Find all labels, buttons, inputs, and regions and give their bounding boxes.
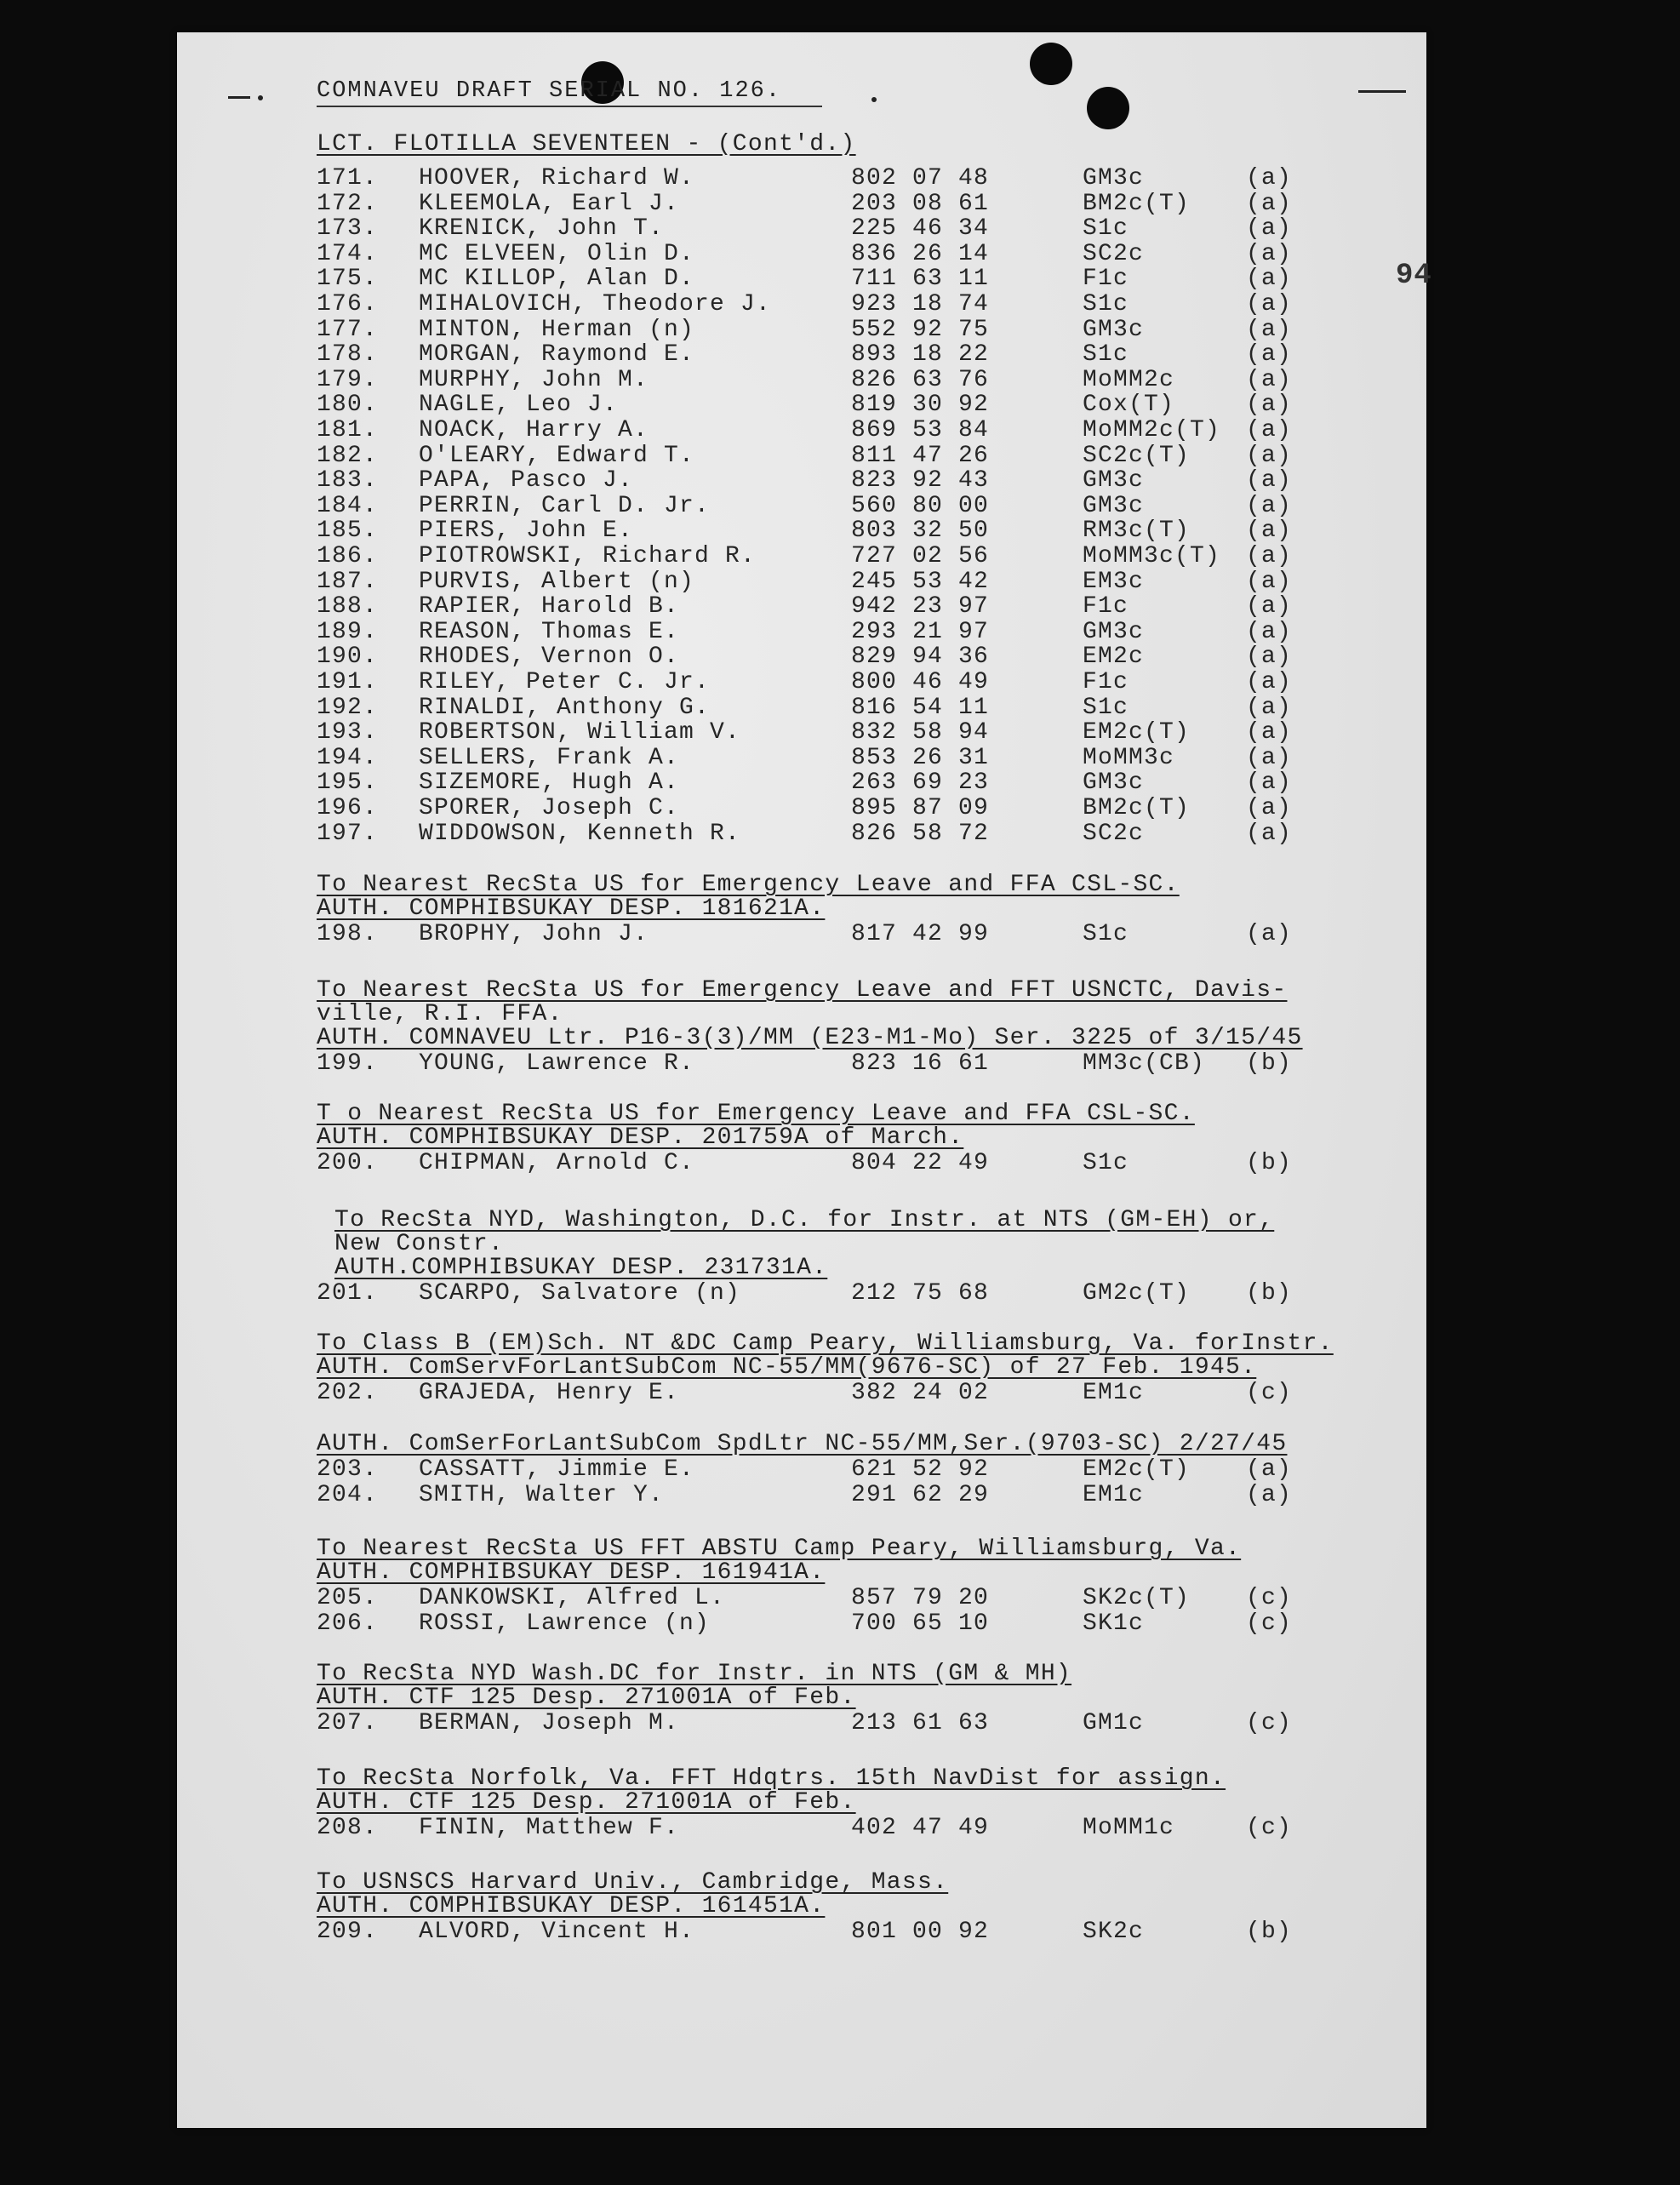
margin-mark-left: [228, 96, 250, 99]
authority-line: AUTH. ComSerForLantSubCom SpdLtr NC-55/MM,Ser.(9703-SC) 2/27/45: [317, 1431, 1288, 1457]
service-number: 836 26 14: [851, 240, 990, 267]
entry-number: 173.: [317, 215, 379, 243]
status-code: (a): [1246, 921, 1293, 947]
service-number: 802 07 48: [851, 165, 990, 192]
service-number: 832 58 94: [851, 719, 990, 746]
rating: F1c: [1083, 593, 1129, 621]
service-number: 816 54 11: [851, 694, 990, 721]
member-name: ROSSI, Lawrence (n): [419, 1610, 711, 1637]
service-number: 923 18 74: [851, 291, 990, 317]
entry-number: 204.: [317, 1482, 379, 1508]
status-code: (b): [1246, 1150, 1293, 1176]
service-number: 819 30 92: [851, 392, 990, 419]
entry-number: 205.: [317, 1585, 379, 1611]
member-name: NAGLE, Leo J.: [419, 392, 619, 419]
status-code: (a): [1246, 442, 1293, 469]
status-code: (a): [1246, 392, 1293, 419]
rating: MM3c(CB): [1083, 1050, 1206, 1077]
rating: S1c: [1083, 215, 1129, 243]
status-code: (b): [1246, 1050, 1293, 1077]
entry-number: 200.: [317, 1150, 379, 1176]
entry-number: 197.: [317, 820, 379, 847]
member-name: CASSATT, Jimmie E.: [419, 1456, 695, 1483]
rating: Cox(T): [1083, 392, 1175, 419]
transfer-instruction: ville, R.I. FFA.: [317, 1001, 563, 1027]
rating: SK2c: [1083, 1919, 1145, 1945]
status-code: (b): [1246, 1280, 1293, 1307]
entry-number: 198.: [317, 921, 379, 947]
service-number: 293 21 97: [851, 618, 990, 645]
service-number: 203 08 61: [851, 190, 990, 217]
status-code: (a): [1246, 316, 1293, 343]
service-number: 700 65 10: [851, 1610, 990, 1637]
punch-hole-2: [1030, 43, 1072, 85]
authority-line: AUTH. COMPHIBSUKAY DESP. 201759A of March.: [317, 1124, 964, 1151]
transfer-instruction: To Nearest RecSta US for Emergency Leave and FFA CSL-SC.: [317, 872, 1180, 898]
member-name: HOOVER, Richard W.: [419, 165, 695, 192]
rating: EM1c: [1083, 1482, 1145, 1508]
member-name: MC KILLOP, Alan D.: [419, 266, 695, 293]
member-name: RINALDI, Anthony G.: [419, 694, 711, 721]
entry-number: 180.: [317, 392, 379, 419]
member-name: SMITH, Walter Y.: [419, 1482, 665, 1508]
rating: EM3c: [1083, 568, 1145, 595]
service-number: 800 46 49: [851, 669, 990, 695]
service-number: 826 58 72: [851, 820, 990, 847]
rating: SC2c: [1083, 240, 1145, 267]
member-name: FININ, Matthew F.: [419, 1815, 680, 1841]
status-code: (a): [1246, 744, 1293, 771]
rating: SC2c: [1083, 820, 1145, 847]
member-name: SCARPO, Salvatore (n): [419, 1280, 741, 1307]
status-code: (a): [1246, 165, 1293, 192]
document-title: COMNAVEU DRAFT SERIAL NO. 126.: [317, 78, 782, 104]
status-code: (a): [1246, 593, 1293, 621]
margin-mark-right: [1358, 90, 1406, 93]
status-code: (a): [1246, 618, 1293, 645]
status-code: (a): [1246, 769, 1293, 797]
entry-number: 189.: [317, 618, 379, 645]
service-number: 829 94 36: [851, 643, 990, 671]
rating: GM2c(T): [1083, 1280, 1191, 1307]
status-code: (a): [1246, 568, 1293, 595]
entry-number: 181.: [317, 417, 379, 443]
rating: BM2c(T): [1083, 795, 1191, 821]
rating: GM3c: [1083, 769, 1145, 797]
member-name: PAPA, Pasco J.: [419, 467, 634, 495]
status-code: (a): [1246, 417, 1293, 443]
authority-line: AUTH. CTF 125 Desp. 271001A of Feb.: [317, 1789, 856, 1816]
service-number: 826 63 76: [851, 366, 990, 393]
member-name: YOUNG, Lawrence R.: [419, 1050, 695, 1077]
rating: F1c: [1083, 669, 1129, 695]
rating: EM2c(T): [1083, 719, 1191, 746]
member-name: PURVIS, Albert (n): [419, 568, 695, 595]
rating: S1c: [1083, 1150, 1129, 1176]
entry-number: 190.: [317, 643, 379, 671]
service-number: 801 00 92: [851, 1919, 990, 1945]
margin-dot-right: [871, 97, 877, 102]
authority-line: AUTH. COMPHIBSUKAY DESP. 161451A.: [317, 1893, 826, 1919]
member-name: MINTON, Herman (n): [419, 316, 695, 343]
service-number: 621 52 92: [851, 1456, 990, 1483]
member-name: CHIPMAN, Arnold C.: [419, 1150, 695, 1176]
entry-number: 172.: [317, 190, 379, 217]
rating: MoMM3c: [1083, 744, 1175, 771]
member-name: BERMAN, Joseph M.: [419, 1710, 680, 1736]
member-name: MURPHY, John M.: [419, 366, 649, 393]
rating: GM3c: [1083, 618, 1145, 645]
entry-number: 179.: [317, 366, 379, 393]
authority-line: AUTH.COMPHIBSUKAY DESP. 231731A.: [334, 1255, 828, 1281]
entry-number: 208.: [317, 1815, 379, 1841]
rating: SK2c(T): [1083, 1585, 1191, 1611]
member-name: ROBERTSON, William V.: [419, 719, 741, 746]
transfer-instruction: To RecSta NYD, Washington, D.C. for Instr. at NTS (GM-EH) or,: [334, 1207, 1275, 1233]
flotilla-heading: LCT. FLOTILLA SEVENTEEN - (Cont'd.): [317, 131, 856, 157]
service-number: 823 92 43: [851, 467, 990, 495]
rating: GM3c: [1083, 467, 1145, 495]
member-name: RAPIER, Harold B.: [419, 593, 680, 621]
member-name: NOACK, Harry A.: [419, 417, 649, 443]
rating: GM3c: [1083, 492, 1145, 519]
status-code: (a): [1246, 240, 1293, 267]
entry-number: 195.: [317, 769, 379, 797]
rating: SC2c(T): [1083, 442, 1191, 469]
status-code: (a): [1246, 291, 1293, 317]
member-name: SELLERS, Frank A.: [419, 744, 680, 771]
status-code: (a): [1246, 795, 1293, 821]
service-number: 857 79 20: [851, 1585, 990, 1611]
entry-number: 194.: [317, 744, 379, 771]
service-number: 803 32 50: [851, 518, 990, 545]
entry-number: 186.: [317, 543, 379, 569]
status-code: (a): [1246, 190, 1293, 217]
service-number: 823 16 61: [851, 1050, 990, 1077]
status-code: (a): [1246, 543, 1293, 569]
service-number: 853 26 31: [851, 744, 990, 771]
status-code: (c): [1246, 1710, 1293, 1736]
rating: GM3c: [1083, 316, 1145, 343]
margin-dot-left: [258, 95, 263, 100]
rating: RM3c(T): [1083, 518, 1191, 545]
authority-line: AUTH. ComServForLantSubCom NC-55/MM(9676-SC) of 27 Feb. 1945.: [317, 1354, 1257, 1381]
entry-number: 182.: [317, 442, 379, 469]
member-name: PIOTROWSKI, Richard R.: [419, 543, 757, 569]
rating: MoMM1c: [1083, 1815, 1175, 1841]
member-name: REASON, Thomas E.: [419, 618, 680, 645]
service-number: 402 47 49: [851, 1815, 990, 1841]
status-code: (a): [1246, 820, 1293, 847]
status-code: (a): [1246, 1482, 1293, 1508]
rating: EM2c(T): [1083, 1456, 1191, 1483]
entry-number: 192.: [317, 694, 379, 721]
entry-number: 187.: [317, 568, 379, 595]
entry-number: 196.: [317, 795, 379, 821]
service-number: 727 02 56: [851, 543, 990, 569]
rating: BM2c(T): [1083, 190, 1191, 217]
entry-number: 171.: [317, 165, 379, 192]
page-number: 94: [1396, 260, 1432, 292]
authority-line: AUTH. COMPHIBSUKAY DESP. 161941A.: [317, 1559, 826, 1586]
service-number: 895 87 09: [851, 795, 990, 821]
member-name: SPORER, Joseph C.: [419, 795, 680, 821]
service-number: 811 47 26: [851, 442, 990, 469]
entry-number: 178.: [317, 341, 379, 369]
rating: EM1c: [1083, 1380, 1145, 1406]
service-number: 817 42 99: [851, 921, 990, 947]
status-code: (c): [1246, 1610, 1293, 1637]
transfer-instruction: To RecSta Norfolk, Va. FFT Hdqtrs. 15th NavDist for assign.: [317, 1765, 1226, 1792]
member-name: PERRIN, Carl D. Jr.: [419, 492, 711, 519]
status-code: (c): [1246, 1380, 1293, 1406]
service-number: 382 24 02: [851, 1380, 990, 1406]
service-number: 291 62 29: [851, 1482, 990, 1508]
rating: MoMM3c(T): [1083, 543, 1221, 569]
entry-number: 188.: [317, 593, 379, 621]
rating: GM1c: [1083, 1710, 1145, 1736]
entry-number: 175.: [317, 266, 379, 293]
member-name: KLEEMOLA, Earl J.: [419, 190, 680, 217]
authority-line: AUTH. CTF 125 Desp. 271001A of Feb.: [317, 1685, 856, 1711]
rating: S1c: [1083, 291, 1129, 317]
status-code: (a): [1246, 643, 1293, 671]
rating: F1c: [1083, 266, 1129, 293]
entry-number: 177.: [317, 316, 379, 343]
member-name: MC ELVEEN, Olin D.: [419, 240, 695, 267]
transfer-instruction: To USNSCS Harvard Univ., Cambridge, Mass.: [317, 1869, 949, 1896]
entry-number: 176.: [317, 291, 379, 317]
service-number: 245 53 42: [851, 568, 990, 595]
transfer-instruction: To Nearest RecSta US for Emergency Leave and FFT USNCTC, Davis-: [317, 977, 1288, 1004]
rating: EM2c: [1083, 643, 1145, 671]
status-code: (a): [1246, 215, 1293, 243]
transfer-instruction: To Class B (EM)Sch. NT &DC Camp Peary, Williamsburg, Va. forInstr.: [317, 1330, 1334, 1357]
status-code: (c): [1246, 1585, 1293, 1611]
service-number: 263 69 23: [851, 769, 990, 797]
rating: S1c: [1083, 921, 1129, 947]
member-name: O'LEARY, Edward T.: [419, 442, 695, 469]
entry-number: 184.: [317, 492, 379, 519]
member-name: GRAJEDA, Henry E.: [419, 1380, 680, 1406]
status-code: (a): [1246, 341, 1293, 369]
transfer-instruction: T o Nearest RecSta US for Emergency Leave and FFA CSL-SC.: [317, 1101, 1195, 1127]
member-name: RHODES, Vernon O.: [419, 643, 680, 671]
transfer-instruction: To Nearest RecSta US FFT ABSTU Camp Peary, Williamsburg, Va.: [317, 1536, 1242, 1562]
rating: GM3c: [1083, 165, 1145, 192]
member-name: BROPHY, John J.: [419, 921, 649, 947]
authority-line: AUTH. COMNAVEU Ltr. P16-3(3)/MM (E23-M1-Mo) Ser. 3225 of 3/15/45: [317, 1025, 1303, 1051]
member-name: MIHALOVICH, Theodore J.: [419, 291, 772, 317]
member-name: KRENICK, John T.: [419, 215, 665, 243]
member-name: DANKOWSKI, Alfred L.: [419, 1585, 726, 1611]
rating: SK1c: [1083, 1610, 1145, 1637]
status-code: (a): [1246, 1456, 1293, 1483]
status-code: (a): [1246, 467, 1293, 495]
service-number: 711 63 11: [851, 266, 990, 293]
rating: MoMM2c(T): [1083, 417, 1221, 443]
entry-number: 203.: [317, 1456, 379, 1483]
entry-number: 206.: [317, 1610, 379, 1637]
entry-number: 183.: [317, 467, 379, 495]
service-number: 804 22 49: [851, 1150, 990, 1176]
entry-number: 185.: [317, 518, 379, 545]
rating: MoMM2c: [1083, 366, 1175, 393]
member-name: WIDDOWSON, Kenneth R.: [419, 820, 741, 847]
status-code: (a): [1246, 518, 1293, 545]
transfer-instruction: New Constr.: [334, 1231, 505, 1257]
service-number: 212 75 68: [851, 1280, 990, 1307]
service-number: 869 53 84: [851, 417, 990, 443]
rating: S1c: [1083, 341, 1129, 369]
member-name: RILEY, Peter C. Jr.: [419, 669, 711, 695]
authority-line: AUTH. COMPHIBSUKAY DESP. 181621A.: [317, 895, 826, 922]
status-code: (a): [1246, 719, 1293, 746]
rating: S1c: [1083, 694, 1129, 721]
entry-number: 202.: [317, 1380, 379, 1406]
title-underline: [317, 106, 822, 107]
entry-number: 174.: [317, 240, 379, 267]
transfer-instruction: To RecSta NYD Wash.DC for Instr. in NTS (GM & MH): [317, 1661, 1072, 1687]
status-code: (a): [1246, 266, 1293, 293]
service-number: 942 23 97: [851, 593, 990, 621]
entry-number: 199.: [317, 1050, 379, 1077]
status-code: (a): [1246, 366, 1293, 393]
service-number: 213 61 63: [851, 1710, 990, 1736]
status-code: (a): [1246, 694, 1293, 721]
member-name: MORGAN, Raymond E.: [419, 341, 695, 369]
entry-number: 201.: [317, 1280, 379, 1307]
member-name: ALVORD, Vincent H.: [419, 1919, 695, 1945]
entry-number: 207.: [317, 1710, 379, 1736]
status-code: (c): [1246, 1815, 1293, 1841]
status-code: (a): [1246, 492, 1293, 519]
service-number: 560 80 00: [851, 492, 990, 519]
status-code: (b): [1246, 1919, 1293, 1945]
service-number: 552 92 75: [851, 316, 990, 343]
entry-number: 209.: [317, 1919, 379, 1945]
status-code: (a): [1246, 669, 1293, 695]
entry-number: 191.: [317, 669, 379, 695]
member-name: SIZEMORE, Hugh A.: [419, 769, 680, 797]
punch-hole-3: [1087, 87, 1129, 129]
service-number: 225 46 34: [851, 215, 990, 243]
entry-number: 193.: [317, 719, 379, 746]
service-number: 893 18 22: [851, 341, 990, 369]
member-name: PIERS, John E.: [419, 518, 634, 545]
